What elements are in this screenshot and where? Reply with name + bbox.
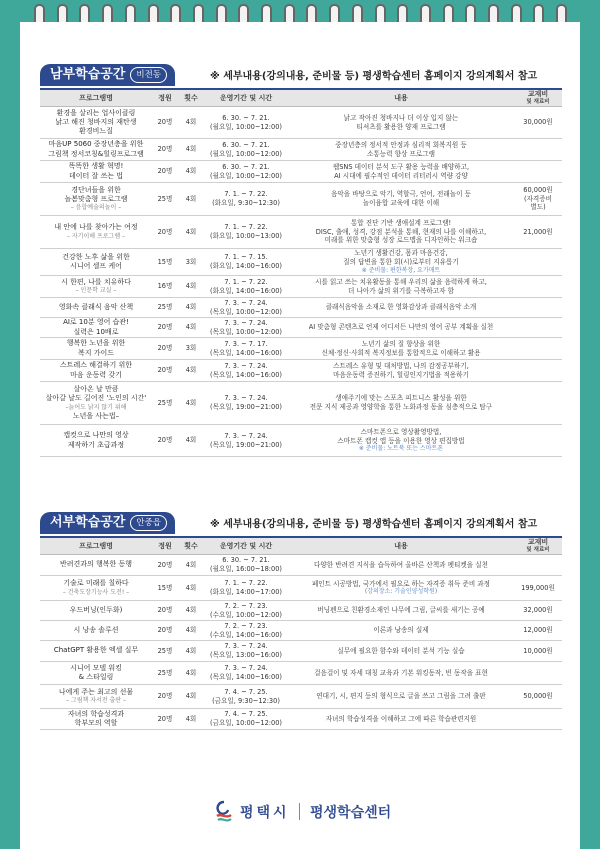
sessions-cell: 4회	[178, 139, 204, 161]
content-cell: 자녀의 학습성격을 이해하고 그에 따른 학습관련지원	[288, 709, 514, 730]
period-cell: 6. 30. ~ 7. 21. (월요일, 10:00~12:00)	[204, 107, 288, 139]
south-section	[40, 64, 562, 457]
south-section-header	[40, 64, 562, 88]
header-fee: 교재비 및 재료비	[514, 537, 562, 555]
city-name: 평택시	[240, 805, 290, 821]
period-cell: 7. 4. ~ 7. 25. (금요일, 9:30~12:30)	[204, 685, 288, 709]
program-table	[40, 536, 562, 730]
table-row	[40, 641, 562, 662]
table-row	[40, 338, 562, 360]
capacity-cell: 20명	[152, 685, 178, 709]
period-cell: 7. 3. ~ 7. 24. (목요일, 14:00~16:00)	[204, 662, 288, 685]
fee-cell: 60,000원 (자격증비 별도)	[514, 183, 562, 216]
footer	[0, 794, 600, 830]
program-name-cell: 환경을 살리는 업사이클링 낡고 해진 청바지의 재탄생 환경비느질	[40, 107, 152, 139]
content-cell: 음악을 바탕으로 악기, 역할극, 언어, 전래놀이 등 놀이융합 교육에 대한 이해	[288, 183, 514, 216]
fee-cell: 12,000원	[514, 621, 562, 641]
sessions-cell: 4회	[178, 216, 204, 249]
sessions-cell: 4회	[178, 685, 204, 709]
program-name-cell: 우드버닝(인두화)	[40, 601, 152, 621]
program-name-cell: 스트레스 해결하기 위한 마음 운동력 갖기	[40, 360, 152, 382]
fee-cell	[514, 709, 562, 730]
capacity-cell: 20명	[152, 107, 178, 139]
sessions-cell: 4회	[178, 425, 204, 457]
west-section	[40, 512, 562, 730]
capacity-cell: 25명	[152, 183, 178, 216]
fee-cell	[514, 161, 562, 183]
pyeongtaek-logo-icon	[214, 800, 234, 824]
period-cell: 7. 1. ~ 7. 15. (화요일, 14:00~16:00)	[204, 249, 288, 276]
header-period: 운영기간 및 시간	[204, 89, 288, 107]
fee-cell	[514, 249, 562, 276]
capacity-cell: 20명	[152, 709, 178, 730]
program-name-cell: 행복한 노년을 위한 복지 가이드	[40, 338, 152, 360]
program-name-cell: 자녀의 학습성격과 학부모의 역할	[40, 709, 152, 730]
fee-cell: 50,000원	[514, 685, 562, 709]
location-badge: 비전동	[130, 67, 167, 83]
section-tag: 서부학습공간 안중읍	[40, 512, 175, 534]
capacity-cell: 20명	[152, 139, 178, 161]
table-row	[40, 576, 562, 601]
program-name-cell: 반려견과의 행복한 동행	[40, 555, 152, 576]
header-capacity: 정원	[152, 537, 178, 555]
period-cell: 7. 2. ~ 7. 23. (수요일, 14:00~16:00)	[204, 621, 288, 641]
sessions-cell: 4회	[178, 709, 204, 730]
table-row	[40, 360, 562, 382]
capacity-cell: 25명	[152, 662, 178, 685]
program-name-cell: 시 한편, 나를 치유하다 – 인문학 교실 –	[40, 276, 152, 298]
period-cell: 6. 30. ~ 7. 21. (월요일, 10:00~12:00)	[204, 161, 288, 183]
sessions-cell: 3회	[178, 338, 204, 360]
period-cell: 7. 1. ~ 7. 22. (화요일, 9:30~12:30)	[204, 183, 288, 216]
footer-divider	[299, 803, 300, 820]
program-name-cell: 내 안에 나를 찾아가는 여정 – 자기이해 프로그램 –	[40, 216, 152, 249]
program-name-cell: 시니어 모델 워킹 & 스타일링	[40, 662, 152, 685]
program-name-cell: AI로 10분 영어 습관! 실력은 10배로	[40, 318, 152, 338]
period-cell: 7. 2. ~ 7. 23. (수요일, 10:00~12:00)	[204, 601, 288, 621]
header-fee: 교재비 및 재료비	[514, 89, 562, 107]
center-name: 평생학습센터	[310, 805, 392, 821]
period-cell: 7. 3. ~ 7. 24. (목요일, 13:00~16:00)	[204, 641, 288, 662]
content-cell: 시를 읽고 쓰는 치유활동을 통해 우리의 삶을 음력하게 하고, 더 나아가 삶의 위기를 극복하고자 함	[288, 276, 514, 298]
period-cell: 7. 1. ~ 7. 22. (화요일, 10:00~13:00)	[204, 216, 288, 249]
sessions-cell: 4회	[178, 107, 204, 139]
program-name-cell: 살아온 날 만큼 살아갈 날도 길어진 '노인의 시간' –늙어도 낡지 않기 위해 노년을 사는법–	[40, 382, 152, 425]
header-capacity: 정원	[152, 89, 178, 107]
location-badge: 안중읍	[130, 515, 167, 531]
sessions-cell: 4회	[178, 161, 204, 183]
west-section-header	[40, 512, 562, 536]
content-cell: 생애주기에 맞는 스포츠 피트니스 활성을 위한 전문 지식 제공과 영양학을 통한 노화과정 동을 심층적으로 탐구	[288, 382, 514, 425]
capacity-cell: 20명	[152, 318, 178, 338]
program-table	[40, 88, 562, 457]
sessions-cell: 4회	[178, 183, 204, 216]
capacity-cell: 25명	[152, 382, 178, 425]
capacity-cell: 15명	[152, 249, 178, 276]
content-cell: 클래식음악을 소재로 한 영화감상과 클래식음악 소개	[288, 298, 514, 318]
sessions-cell: 4회	[178, 601, 204, 621]
program-name-cell: 기술로 미래를 칠하다 – 건축도장기능사 도전! –	[40, 576, 152, 601]
table-row	[40, 298, 562, 318]
period-cell: 7. 3. ~ 7. 24. (목요일, 19:00~21:00)	[204, 425, 288, 457]
content-cell: 노년기 생활건강, 몸과 마음건강, 질의 답변을 통한 회(시)로부터 지유롭기 ※ 준비물: 편한복장, 요가매트	[288, 249, 514, 276]
program-name-cell: 마음UP 5060 중장년층을 위한 그림책 정서코칭&힐링프로그램	[40, 139, 152, 161]
capacity-cell: 20명	[152, 161, 178, 183]
capacity-cell: 20명	[152, 216, 178, 249]
content-cell: 노년기 삶의 질 향상을 위한 신체·정신·사회적 복지정보를 통합적으로 이해하고 활용	[288, 338, 514, 360]
header-program: 프로그램명	[40, 537, 152, 555]
sessions-cell: 4회	[178, 662, 204, 685]
table-row	[40, 382, 562, 425]
content-cell: 이론과 낭송의 실제	[288, 621, 514, 641]
capacity-cell: 20명	[152, 621, 178, 641]
fee-cell: 30,000원	[514, 107, 562, 139]
program-name-cell: 시 낭송 솔루션	[40, 621, 152, 641]
table-row	[40, 216, 562, 249]
materials-note: ※ 준비물: 편한복장, 요가매트	[361, 266, 441, 274]
fee-cell: 199,000원	[514, 576, 562, 601]
fee-cell	[514, 276, 562, 298]
program-name-cell: ChatGPT 활용한 엑셀 실무	[40, 641, 152, 662]
section-tag: 남부학습공간 비전동	[40, 64, 175, 86]
sessions-cell: 4회	[178, 276, 204, 298]
period-cell: 7. 3. ~ 7. 24. (목요일, 14:00~16:00)	[204, 360, 288, 382]
content-cell: 버닝펜으로 친환경소재인 나무에 그림, 글씨를 새기는 공예	[288, 601, 514, 621]
sessions-cell: 4회	[178, 298, 204, 318]
fee-cell: 32,000원	[514, 601, 562, 621]
program-name-cell: 나에게 주는 최고의 선물 – 그림책 자서전 출판 –	[40, 685, 152, 709]
content-cell: 중장년층의 정서적 안정과 심리적 회복지원 등 소통능력 향상 프로그램	[288, 139, 514, 161]
table-row	[40, 621, 562, 641]
content-cell: 낡고 작아진 청바지나 더 이상 입지 않는 티셔츠를 활용한 양재 프로그램	[288, 107, 514, 139]
fee-cell	[514, 662, 562, 685]
reference-note: ※ 세부내용(강의내용, 준비물 등) 평생학습센터 홈페이지 강의계획서 참고	[210, 519, 538, 530]
reference-note: ※ 세부내용(강의내용, 준비물 등) 평생학습센터 홈페이지 강의계획서 참고	[210, 71, 538, 82]
sessions-cell: 4회	[178, 318, 204, 338]
period-cell: 7. 1. ~ 7. 22. (화요일, 14:00~17:00)	[204, 576, 288, 601]
period-cell: 7. 3. ~ 7. 24. (목요일, 10:00~12:00)	[204, 298, 288, 318]
period-cell: 6. 30. ~ 7. 21. (월요일, 10:00~12:00)	[204, 139, 288, 161]
sessions-cell: 4회	[178, 621, 204, 641]
period-cell: 7. 1. ~ 7. 22. (화요일, 14:00~16:00)	[204, 276, 288, 298]
sessions-cell: 4회	[178, 576, 204, 601]
table-row	[40, 685, 562, 709]
content-cell: 다양한 반려견 지식을 습득하여 올바른 산책과 펫티켓을 실천	[288, 555, 514, 576]
period-cell: 7. 3. ~ 7. 17. (목요일, 14:00~16:00)	[204, 338, 288, 360]
content-cell: 스트레스 유형 및 대처방법, 나의 감정공부하기, 마음운동력 증진하기, 힐링인지기법을 적용하기	[288, 360, 514, 382]
period-cell: 7. 3. ~ 7. 24. (목요일, 19:00~21:00)	[204, 382, 288, 425]
content-cell: 연대기, 시, 편지 등의 형식으로 글을 쓰고 그림을 그려 출판	[288, 685, 514, 709]
program-name-cell: 캡컷으로 나만의 영상 제작하기 초급과정	[40, 425, 152, 457]
program-name-cell: 경단녀들을 위한 놀봄맞춤형 프로그램 – 음합예술의놀이 –	[40, 183, 152, 216]
header-period: 운영기간 및 시간	[204, 537, 288, 555]
fee-cell	[514, 318, 562, 338]
content-cell: AI 맞춤형 콘텐츠로 언제 어디서든 나만의 영어 공부 계획을 실천	[288, 318, 514, 338]
fee-cell	[514, 338, 562, 360]
fee-cell	[514, 555, 562, 576]
materials-note: ※ 준비물: 노트북 또는 스마트폰	[358, 445, 444, 453]
fee-cell: 10,000원	[514, 641, 562, 662]
capacity-cell: 20명	[152, 601, 178, 621]
table-row	[40, 107, 562, 139]
table-row	[40, 249, 562, 276]
capacity-cell: 25명	[152, 298, 178, 318]
sessions-cell: 4회	[178, 360, 204, 382]
header-sessions: 횟수	[178, 89, 204, 107]
table-row	[40, 183, 562, 216]
materials-note: (강의장소: 기술인양성학원)	[364, 588, 438, 596]
fee-cell	[514, 139, 562, 161]
header-content: 내용	[288, 89, 514, 107]
fee-cell	[514, 298, 562, 318]
period-cell: 7. 4. ~ 7. 25. (금요일, 10:00~12:00)	[204, 709, 288, 730]
table-row	[40, 161, 562, 183]
table-row	[40, 425, 562, 457]
table-header-row	[40, 537, 562, 555]
period-cell: 7. 3. ~ 7. 24. (목요일, 10:00~12:00)	[204, 318, 288, 338]
program-name-cell: 건강한 노후 삶을 위한 시니어 셀프 케어	[40, 249, 152, 276]
header-program: 프로그램명	[40, 89, 152, 107]
content-cell: 스마트폰으로 영상촬영방법, 스마트폰 캡컷 앱 등을 이용한 영상 편집방법 ※ 준비물: 노트북 또는 스마트폰	[288, 425, 514, 457]
content-cell: 웹SNS 데이터 분석 도구 활용 능력을 배양하고, AI 시대에 필수적인 데이터 리터러시 역량 강양	[288, 161, 514, 183]
table-row	[40, 601, 562, 621]
fee-cell: 21,000원	[514, 216, 562, 249]
header-content: 내용	[288, 537, 514, 555]
table-header-row	[40, 89, 562, 107]
content-cell: 걸음걸이 및 자세 대칭 교육과 기본 워킹동작, 빈 동작을 표현	[288, 662, 514, 685]
capacity-cell: 25명	[152, 641, 178, 662]
content-cell: 통합 진단 기반 생애설계 프로그램! DISC, 출애, 성격, 강점 분석을 통해, 현재의 나를 이해하고, 미래를 위한 맞춤형 성장 로드맵을 디자인하는 워크숍	[288, 216, 514, 249]
sessions-cell: 3회	[178, 249, 204, 276]
header-sessions: 횟수	[178, 537, 204, 555]
capacity-cell: 20명	[152, 425, 178, 457]
program-name-cell: 영화속 클래식 음악 산책	[40, 298, 152, 318]
period-cell: 6. 30. ~ 7. 21. (월요일, 16:00~18:00)	[204, 555, 288, 576]
capacity-cell: 20명	[152, 360, 178, 382]
fee-cell	[514, 425, 562, 457]
sessions-cell: 4회	[178, 641, 204, 662]
fee-cell	[514, 360, 562, 382]
capacity-cell: 20명	[152, 555, 178, 576]
table-row	[40, 709, 562, 730]
program-name-cell: 똑똑한 생활 혁명! 데이터 잘 쓰는 법	[40, 161, 152, 183]
table-row	[40, 139, 562, 161]
table-row	[40, 555, 562, 576]
capacity-cell: 15명	[152, 576, 178, 601]
table-row	[40, 662, 562, 685]
fee-cell	[514, 382, 562, 425]
content-cell: 실무에 필요한 함수와 데이터 분석 기능 실습	[288, 641, 514, 662]
sessions-cell: 4회	[178, 555, 204, 576]
table-row	[40, 318, 562, 338]
capacity-cell: 20명	[152, 338, 178, 360]
sessions-cell: 4회	[178, 382, 204, 425]
content-cell: 페인트 시공방법, 국가에서 필요로 하는 자격증 취득 준비 과정 (강의장소: 기술인양성학원)	[288, 576, 514, 601]
capacity-cell: 16명	[152, 276, 178, 298]
table-row	[40, 276, 562, 298]
